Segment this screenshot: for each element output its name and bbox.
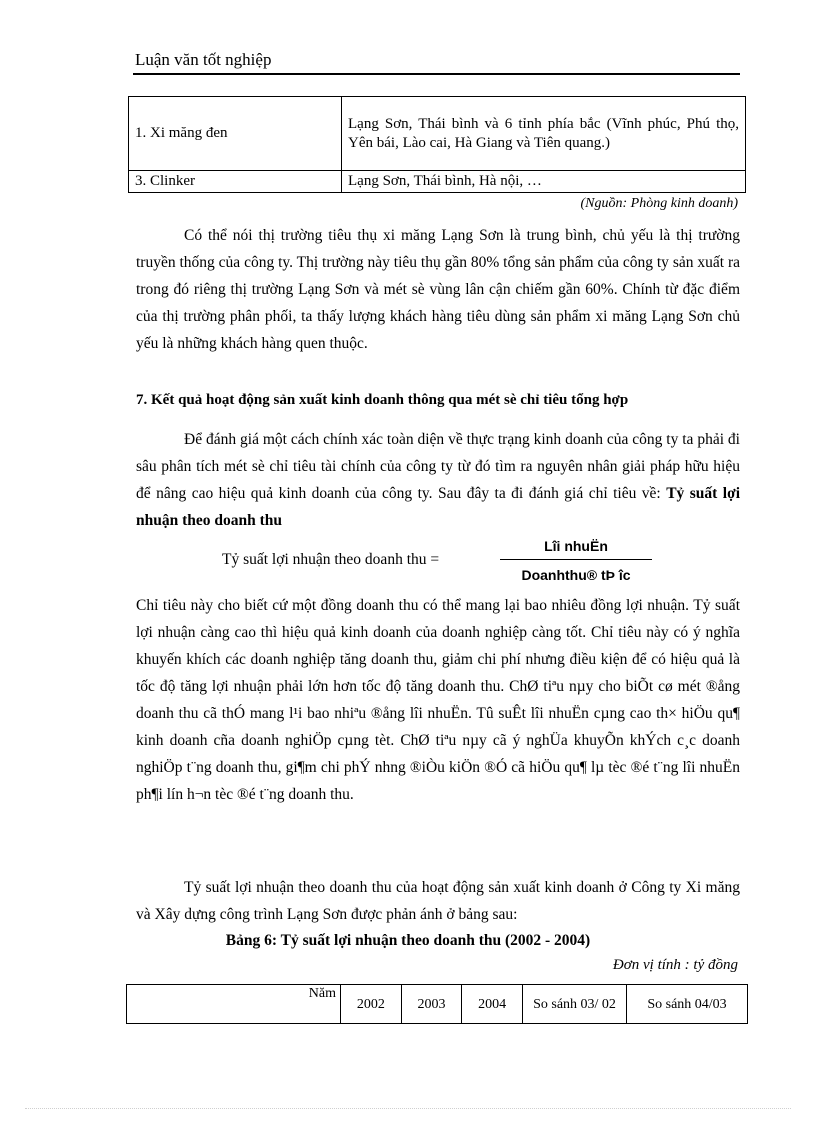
header-cell: So sánh 04/03 — [627, 985, 748, 1024]
paragraph-table-intro — [136, 874, 740, 928]
paragraph-plain: Để đánh giá một cách chính xác toàn diện về thực trạng kinh doanh của công ty ta phải đi sâu phân tích mét sè chỉ tiêu tài chính của công ty từ đó tìm ra nguyên nhân giải pháp hữu hiệu để nâng cao hiệu quả kinh doanh của công ty. Sau đây ta đi đánh giá chỉ tiêu về: — [136, 431, 740, 502]
table-title: Bảng 6: Tỷ suất lợi nhuận theo doanh thu (2002 - 2004) — [225, 932, 591, 949]
paragraph-explanation — [136, 592, 740, 808]
section-heading: 7. Kết quả hoạt động sản xuất kinh doanh thông qua mét sè chỉ tiêu tổng hợp — [136, 392, 629, 408]
unit-label: Đơn vị tính : tỷ đồng — [612, 957, 738, 973]
page-bottom-divider — [25, 1108, 791, 1109]
paragraph-text — [136, 426, 740, 534]
paragraph-text: Tỷ suất lợi nhuận theo doanh thu của hoạt động sản xuất kinh doanh ở Công ty Xi măng và Xây dựng công trình Lạng Sơn được phản ánh ở bảng sau: — [136, 879, 740, 923]
formula-denominator: Doanhthu® tÞ îc — [521, 567, 631, 583]
ratio-formula — [222, 535, 662, 585]
table-source-note: (Nguồn: Phòng kinh doanh) — [580, 196, 738, 211]
profit-ratio-table — [126, 984, 748, 1024]
paragraph-intro — [136, 426, 740, 534]
formula-lhs: Tỷ suất lợi nhuận theo doanh thu = — [222, 551, 440, 568]
formula-numerator: Lîi nhuËn — [500, 535, 652, 560]
paragraph-text: Chỉ tiêu này cho biết cứ một đồng doanh thu có thể mang lại bao nhiêu đồng lợi nhuận. Tỷ suất lợi nhuận càng cao thì hiệu quả kinh doanh của doanh nghiệp càng tốt. Chỉ tiêu này có ý nghĩa khuyến khích các doanh nghiệp tăng doanh thu, giảm chi phí nhưng điều kiện để có hiệu quả là tốc độ tăng lợi nhuận phải lớn hơn tốc độ tăng doanh thu. ChØ tiªu nµy cho biÕt cø mét ®ång doanh thu cã thÓ mang l¹i bao nhiªu ®ång lîi nhuËn. Tû suÊt lîi nhuËn cµng cao th× hiÖu qu¶ kinh doanh cña doanh nghiÖp cµng tèt. ChØ tiªu nµy cã ý nghÜa khuyÕn khÝch c¸c doanh nghiÖp t¨ng doanh thu, gi¶m chi phÝ nhng ®iÒu kiÖn ®Ó cã hiÖu qu¶ lµ tèc ®é t¨ng lîi nhuËn ph¶i lín h¬n tèc ®é t¨ng doanh thu. — [136, 597, 740, 803]
paragraph-market — [136, 222, 740, 357]
header-divider — [133, 73, 740, 75]
header-cell: So sánh 03/ 02 — [523, 985, 627, 1024]
table-row — [129, 171, 746, 193]
formula-fraction — [500, 535, 652, 586]
table-header-row — [127, 985, 748, 1024]
product-cell: 1. Xi măng đen — [129, 97, 342, 171]
product-cell: 3. Clinker — [129, 171, 342, 193]
market-table — [128, 96, 746, 193]
paragraph-emphasis: Tỷ suất lợi nhuận theo doanh thu — [136, 485, 740, 529]
paragraph-text: Có thể nói thị trường tiêu thụ xi măng Lạng Sơn là trung bình, chủ yếu là thị trường truyền thống của công ty. Thị trường này tiêu thụ gần 80% tổng sản phẩm của công ty sản xuất ra trong đó riêng thị trường Lạng Sơn và mét sè vùng lân cận chiếm gần 60%. Chính từ đặc điểm của thị trường phân phối, ta thấy lượng khách hàng tiêu dùng sản phẩm xi măng Lạng Sơn chủ yếu là những khách hàng quen thuộc. — [136, 227, 740, 352]
market-cell: Lạng Sơn, Thái bình và 6 tỉnh phía bắc (Vĩnh phúc, Phú thọ, Yên bái, Lào cai, Hà Giang và Tiên quang.) — [342, 97, 746, 171]
header-cell: 2002 — [341, 985, 402, 1024]
header-cell: 2004 — [462, 985, 523, 1024]
header-cell: 2003 — [401, 985, 462, 1024]
header-cell-year: Năm — [127, 985, 341, 1024]
market-cell: Lạng Sơn, Thái bình, Hà nội, … — [342, 171, 746, 193]
page-header-title: Luận văn tốt nghiệp — [135, 50, 272, 69]
table-row — [129, 97, 746, 171]
